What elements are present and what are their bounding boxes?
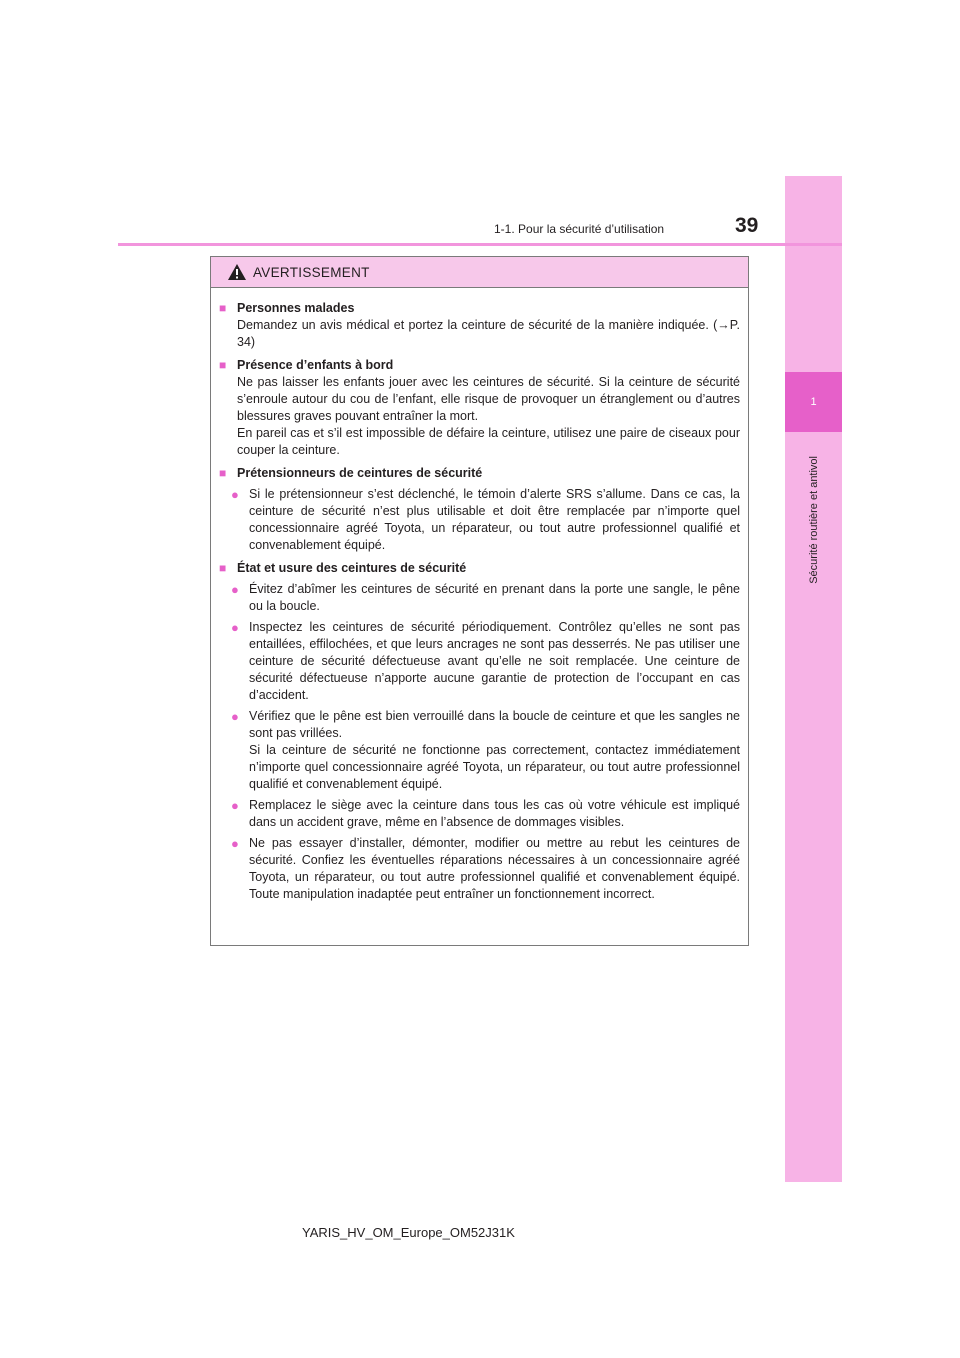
bullet-item	[231, 797, 740, 831]
section-title	[219, 357, 740, 374]
side-tab-number: 1	[785, 372, 842, 432]
page-number: 39	[735, 214, 759, 237]
round-bullet-icon: ●	[231, 836, 239, 851]
warning-body	[211, 288, 748, 903]
warning-triangle-icon	[227, 263, 247, 281]
warning-box	[210, 256, 749, 946]
warning-section	[219, 560, 740, 903]
warning-section	[219, 357, 740, 459]
bullet-item	[231, 619, 740, 704]
section-title	[219, 560, 740, 577]
bullet-text: Évitez d’abîmer les ceintures de sécurité en prenant dans la porte une sangle, le pêne ou la boucle.	[249, 582, 740, 613]
bullet-text: Vérifiez que le pêne est bien verrouillé dans la boucle de ceinture et que les sangles ne sont pas vrillées. Si la ceinture de sécurité ne fonctionne pas correctement, contactez immédiatement n’importe quel concessionnaire agréé Toyota, un réparateur, ou tout autre professionnel qualifié et convenablement équipé.	[249, 709, 740, 791]
footer-code: YARIS_HV_OM_Europe_OM52J31K	[302, 1225, 515, 1240]
round-bullet-icon: ●	[231, 582, 239, 597]
section-title-text: Prétensionneurs de ceintures de sécurité	[237, 466, 483, 480]
section-paragraph: Demandez un avis médical et portez la ceinture de sécurité de la manière indiquée. (→P. 34)	[237, 318, 740, 349]
bullet-item	[231, 835, 740, 903]
side-tab	[785, 176, 842, 1182]
bullet-item	[231, 486, 740, 554]
round-bullet-icon: ●	[231, 620, 239, 635]
section-paragraph: Ne pas laisser les enfants jouer avec les ceintures de sécurité. Si la ceinture de sécurité s’enroule autour du cou de l’enfant, elle risque de provoquer un étranglement ou d’autres blessures graves pouvant entraîner la mort.	[237, 375, 740, 423]
header-rule	[118, 243, 842, 246]
section-title-text: État et usure des ceintures de sécurité	[237, 561, 467, 575]
section-title-text: Personnes malades	[237, 301, 355, 315]
bullet-item	[231, 581, 740, 615]
bullet-text: Si le prétensionneur s’est déclenché, le témoin d’alerte SRS s’allume. Dans ce cas, la ceinture de sécurité n’est plus utilisable et doit être remplacée par n’importe quel concessionnaire agréé Toyota, un réparateur, ou tout autre professionnel qualifié et convenablement équipé.	[249, 487, 740, 552]
side-tab-label: Sécurité routière et antivol	[808, 456, 820, 584]
square-bullet-icon: ■	[219, 358, 227, 372]
side-tab-label-wrap	[786, 440, 842, 600]
section-title-text: Présence d’enfants à bord	[237, 358, 394, 372]
bullet-item	[231, 708, 740, 793]
warning-header	[211, 257, 748, 288]
square-bullet-icon: ■	[219, 301, 227, 315]
section-title	[219, 465, 740, 482]
round-bullet-icon: ●	[231, 709, 239, 724]
square-bullet-icon: ■	[219, 466, 227, 480]
warning-section	[219, 300, 740, 351]
section-title	[219, 300, 740, 317]
warning-title: AVERTISSEMENT	[253, 264, 370, 280]
bullet-text: Ne pas essayer d’installer, démonter, modifier ou mettre au rebut les ceintures de sécurité. Confiez les éventuelles réparations nécessaires à un concessionnaire agréé Toyota, un réparateur, ou tout autre professionnel qualifié et convenablement équipé. Toute manipulation inadaptée peut entraîner un fonctionnement incorrect.	[249, 836, 740, 901]
round-bullet-icon: ●	[231, 798, 239, 813]
warning-section	[219, 465, 740, 554]
bullet-text: Remplacez le siège avec la ceinture dans tous les cas où votre véhicule est impliqué dans un accident grave, même en l’absence de dommages visibles.	[249, 798, 740, 829]
bullet-text: Inspectez les ceintures de sécurité périodiquement. Contrôlez qu’elles ne sont pas entaillées, effilochées, et que leurs ancrages ne sont pas desserrés. Ne pas utiliser une ceinture de sécurité défectueuse avant qu’elle ne soit remplacée. Une ceinture de sécurité défectueuse n’apporte aucune garantie de protection de l’occupant en cas d’accident.	[249, 620, 740, 702]
round-bullet-icon: ●	[231, 487, 239, 502]
chapter-title: 1-1. Pour la sécurité d’utilisation	[494, 222, 665, 236]
section-paragraph: En pareil cas et s’il est impossible de défaire la ceinture, utilisez une paire de ciseaux pour couper la ceinture.	[237, 426, 740, 457]
square-bullet-icon: ■	[219, 561, 227, 575]
